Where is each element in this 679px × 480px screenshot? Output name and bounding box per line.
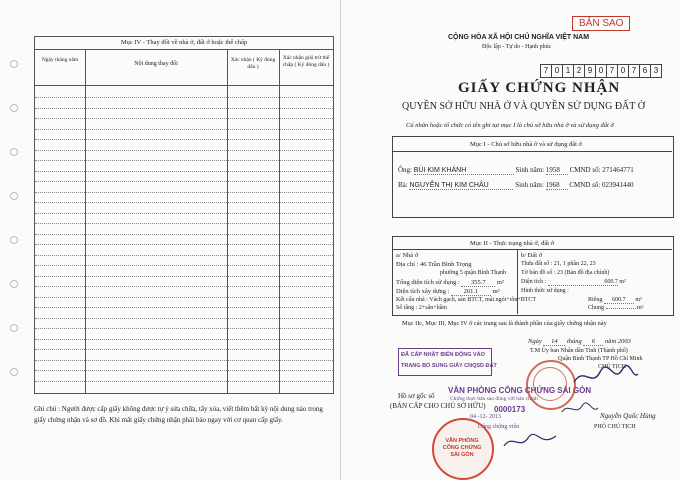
serial-digit: 7 [541,65,552,77]
authority-line2: Quận Bình Thạnh TP Hồ Chí Minh [558,356,643,362]
land-private-row: Riêng 600.7 m² [588,297,642,303]
section-note: Mục IIc, Mục III, Mục IV ở các trang sau là thành phần của giấy chứng nhận này [402,320,607,327]
notary-line: Chứng thực bản sao đúng với bản chính [450,396,538,402]
land-area-row: Diện tích : 600.7 m² [521,279,626,285]
col-header-date: Ngày tháng năm [41,57,79,63]
col-header-release: Xác nhận giải trừ thế chấp ( Ký đóng dấu ) [282,55,330,68]
binding-holes [10,60,18,412]
table-row [35,349,333,350]
table-row [35,328,333,329]
copy-label: (BẢN CẤP CHO CHỦ SỞ HỮU) [390,402,486,410]
intro-text: Cá nhân hoặc tổ chức có tên ghi tại mục I là chủ sở hữu nhà ở và sử dụng đất ở [406,122,614,129]
section-ii-title: Mục II - Thực trạng nhà ở, đất ở [470,240,555,247]
house-footprint-row: Diện tích xây dựng : 201.1 m² [396,288,500,295]
house-area: 355.7 [461,279,495,287]
table-row [35,318,333,319]
section-iv-title: Mục IV - Thay đổi về nhà ở, đất ở hoặc thế chấp [35,37,333,50]
issue-date: Ngày 14 tháng 6 năm 2003 [528,338,631,345]
table-row [35,360,333,361]
land-plot-row: Thửa đất số : 21, 1 phần 22, 23 [521,261,596,267]
col-header-content: Nội dung thay đổi [134,61,178,67]
land-area: 600.7 [548,279,618,286]
serial-digit: 7 [607,65,618,77]
notary-office: VĂN PHÒNG CÔNG CHỨNG SÀI GÒN [448,386,592,395]
house-address: 46 Trần Bình Trọng [420,261,472,268]
house-structure-row: Kết cấu nhà : Vách gạch, sàn BTCT, mái.ngói+tôn+BTCT [396,297,537,303]
land-plot: 21, 1 phần 22, 23 [553,261,596,267]
owner2-name: NGUYỄN THỊ KIM CHÂU [409,182,513,190]
owner2-row: Bà: NGUYỄN THỊ KIM CHÂU Sinh năm: 1968 CMND số: 023941440 [398,181,634,189]
chairman-title: CHỦ TỊCH [598,364,627,370]
copy-stamp: BẢN SAO [572,16,630,31]
table-row [35,381,333,382]
serial-digit: 6 [640,65,651,77]
update-stamp-line1: ĐÃ CẤP NHẬT BIẾN ĐỘNG VÀO [401,352,485,358]
serial-digit: 0 [618,65,629,77]
owner1-id: 271464771 [602,166,634,174]
owner2-id: 023941440 [602,181,634,189]
table-row [35,265,333,266]
house-structure: Vách gạch, sàn BTCT, mái.ngói+tôn+BTCT [429,297,537,303]
table-row [35,150,333,151]
table-row [35,129,333,130]
owner1-name: BÙI KIM KHÁNH [414,167,514,175]
changes-table [34,36,334,394]
table-row [35,234,333,235]
notary-signature [500,430,560,452]
section-ii-box [392,236,674,316]
land-map-row: Tờ bản đồ số : 23 (Bản đồ địa chính) [521,270,610,276]
house-area-row: Tổng diện tích sử dụng : 355.7 m² [396,279,504,286]
land-use-label: Hình thức sử dụng : [521,288,569,294]
house-address-row: Địa chỉ : 46 Trần Bình Trọng [396,261,472,268]
copy-number: 0000173 [494,405,526,414]
serial-digit: 9 [585,65,596,77]
land-private: 600.7 [604,297,634,304]
land-shared [606,308,636,309]
table-row [35,171,333,172]
section-i-title: Mục I - Chủ sở hữu nhà ở và sử dụng đất ở [470,141,582,148]
owner1-row: Ông: BÙI KIM KHÁNH Sinh năm: 1958 CMND số: 271464771 [398,166,634,174]
table-row [35,108,333,109]
table-row [35,244,333,245]
land-label: b/ Đất ở [521,252,543,259]
table-row [35,339,333,340]
notary-role: Công chứng viên [478,424,520,430]
table-row [35,223,333,224]
authority-line1: T.M Ủy ban Nhân dân Tỉnh (Thành phố) [530,348,628,354]
notary-seal-text: VĂN PHÒNG CÔNG CHỨNG SÀI GÒN [442,438,482,458]
table-row [35,370,333,371]
certificate-title: GIẤY CHỨNG NHẬN [458,80,621,96]
certificate-subtitle: QUYỀN SỞ HỮU NHÀ Ở VÀ QUYỀN SỬ DỤNG ĐẤT Ở [402,101,645,112]
land-shared-row: Chung m² [588,305,644,311]
chairman-signature [570,362,640,390]
land-map: 23 (Bản đồ địa chính) [557,270,610,276]
house-label: a/ Nhà ở [396,252,419,259]
serial-digit: 3 [653,66,659,75]
serial-digit: 2 [574,65,585,77]
national-motto: Độc lập - Tự do - Hạnh phúc [482,44,552,50]
table-row [35,213,333,214]
house-ward: phường 5 quận Bình Thạnh [440,270,506,276]
registry-label: Hồ sơ gốc số [398,392,435,400]
table-row [35,192,333,193]
table-row [35,97,333,98]
table-row [35,181,333,182]
stamp-date: 04 -12- 2013 [470,414,501,420]
col-header-confirm: Xác nhận ( Ký đóng dấu ) [230,57,276,70]
update-stamp-line2: TRANG BỔ SUNG GIẤY CNQSD ĐẤT [401,363,497,369]
section-i-box [392,136,674,218]
signer-name: Nguyễn Quốc Hùng [600,412,656,420]
table-row [35,286,333,287]
table-row [35,276,333,277]
house-floors-row: Số tầng : 2+sân+hầm [396,305,447,311]
serial-digit: 1 [563,65,574,77]
house-floors: 2+sân+hầm [418,305,447,311]
note-text: Ghi chú : Người được cấp giấy không được tự ý sửa chữa, tẩy xóa, viết thêm bất kỳ nội dung nào trong giấy chứng nhận và sơ đồ. Khi mất giấy chứng nhận phải báo ngay với cơ quan cấp giấy. [34,405,323,424]
vice-chairman-title: PHÓ CHỦ TỊCH [594,424,636,430]
table-row [35,202,333,203]
serial-number [540,64,662,78]
table-row [35,255,333,256]
republic-title: CỘNG HÒA XÃ HỘI CHỦ NGHĨA VIỆT NAM [448,34,590,41]
house-footprint: 201.1 [451,288,491,296]
signer-signature [560,400,600,418]
serial-digit: 7 [629,65,640,77]
table-row [35,139,333,140]
serial-digit: 0 [552,65,563,77]
table-row [35,297,333,298]
serial-digit: 0 [596,65,607,77]
table-row [35,160,333,161]
table-row [35,118,333,119]
table-row [35,307,333,308]
